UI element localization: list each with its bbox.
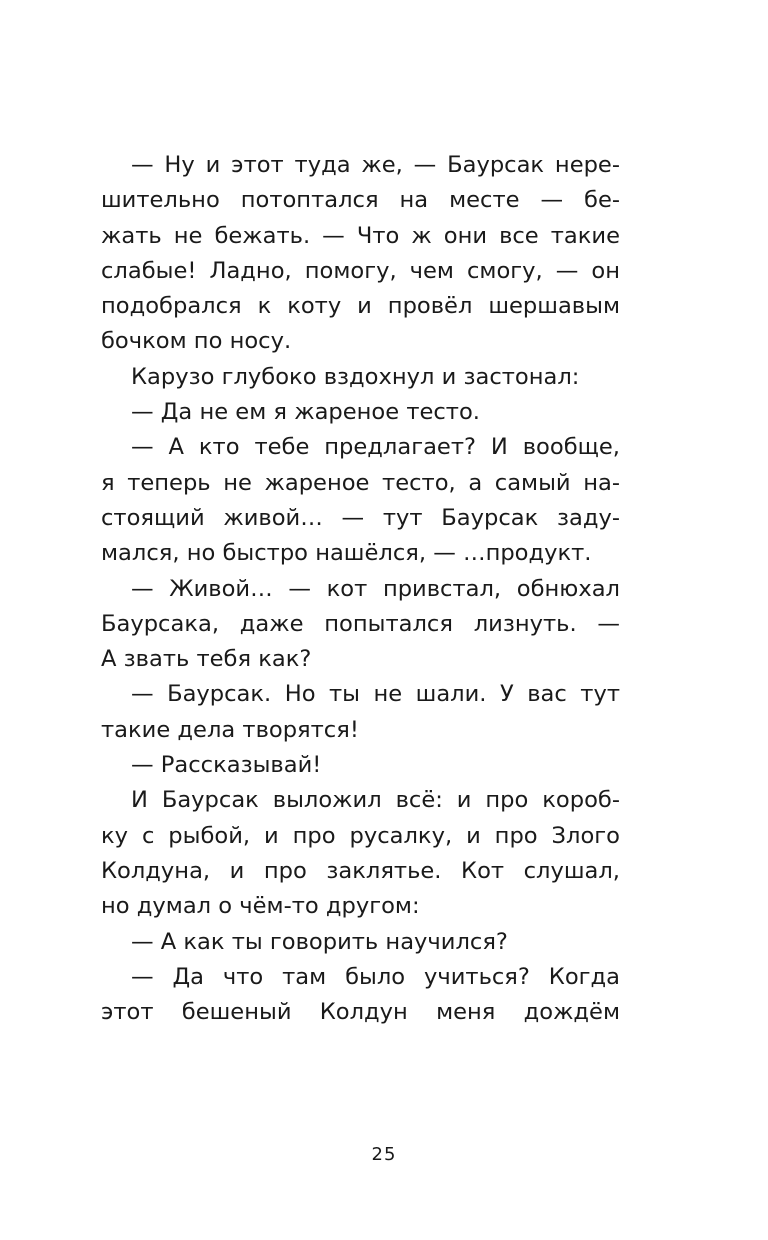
- text-line: такие дела творятся!: [101, 716, 359, 743]
- text-line: — Живой… — кот привстал, обнюхал: [131, 575, 620, 602]
- text-line: бочком по носу.: [101, 328, 292, 355]
- text-line: Баурсака, даже попытался лизнуть. —: [101, 610, 620, 637]
- text-line: А звать тебя как?: [101, 646, 312, 673]
- text-line: я теперь не жареное тесто, а самый на-: [101, 469, 620, 496]
- text-line: этот бешеный Колдун меня дождём: [101, 999, 620, 1026]
- text-line: мался, но быстро нашёлся, — …продукт.: [101, 540, 592, 567]
- text-line: — Да что там было учиться? Когда: [131, 963, 620, 990]
- text-line: — Ну и этот туда же, — Баурсак нере-: [131, 152, 620, 178]
- text-line: — Баурсак. Но ты не шали. У вас тут: [131, 681, 620, 708]
- text-line: — А как ты говорить научился?: [131, 928, 508, 955]
- text-line: но думал о чём-то другом:: [101, 893, 420, 920]
- body-text: [101, 148, 620, 1030]
- text-line: подобрался к коту и провёл шершавым: [101, 293, 620, 320]
- text-line: — А кто тебе предлагает? И вообще,: [131, 434, 620, 461]
- text-line: стоящий живой… — тут Баурсак заду-: [101, 504, 620, 531]
- text-line: жать не бежать. — Что ж они все такие: [101, 222, 620, 249]
- page-number: 25: [371, 1144, 397, 1165]
- text-line: Карузо глубоко вздохнул и застонал:: [131, 363, 580, 390]
- text-line: слабые! Ладно, помогу, чем смогу, — он: [101, 257, 620, 284]
- text-line: шительно потоптался на месте — бе-: [101, 187, 620, 214]
- text-line: И Баурсак выложил всё: и про короб-: [131, 787, 620, 814]
- text-line: ку с рыбой, и про русалку, и про Злого: [101, 822, 620, 849]
- text-line: Колдуна, и про заклятье. Кот слушал,: [101, 857, 620, 884]
- text-line: — Да не ем я жареное тесто.: [131, 399, 480, 426]
- text-line: — Рассказывай!: [131, 752, 322, 779]
